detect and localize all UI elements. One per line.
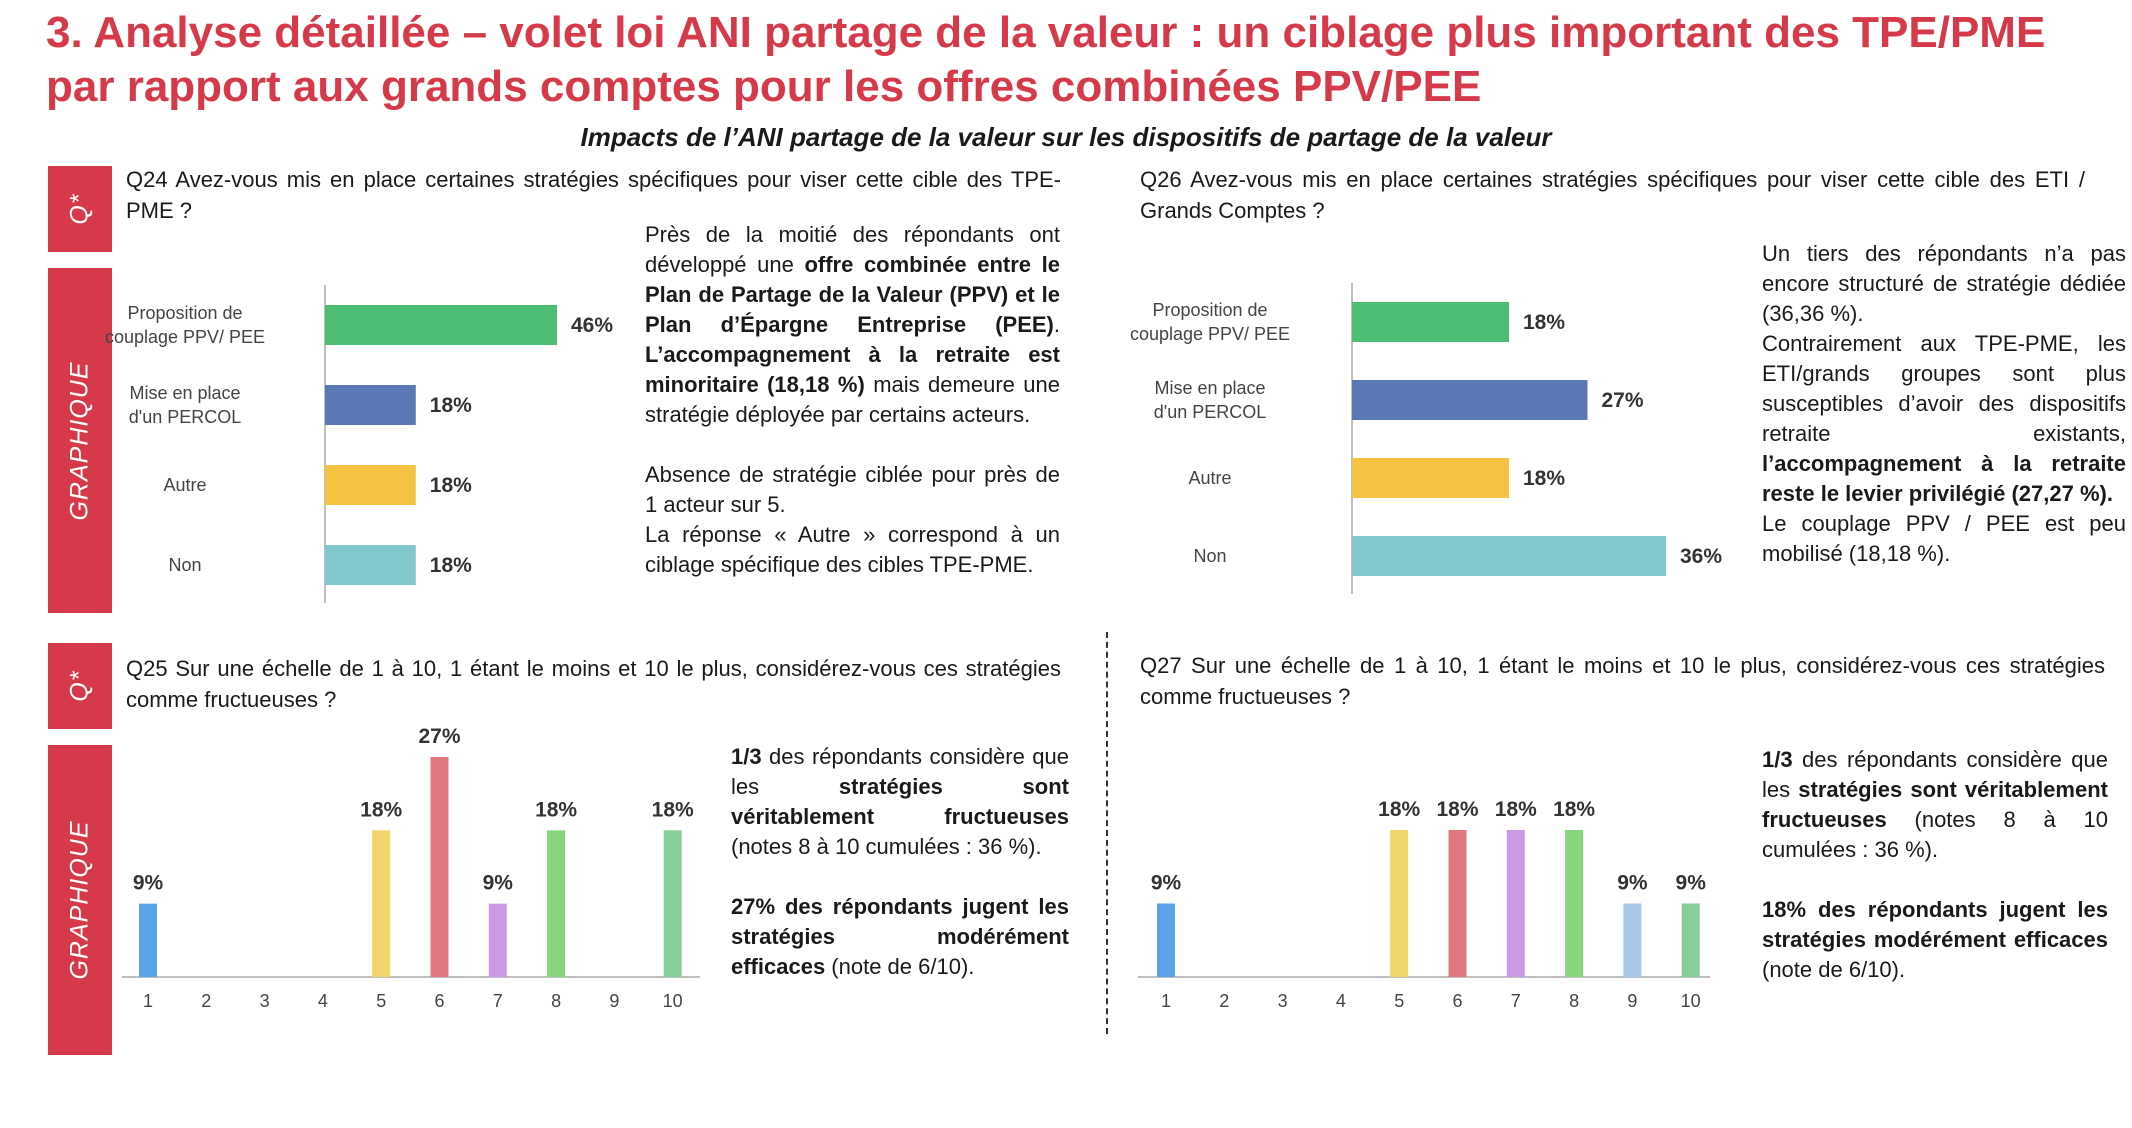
q24-data-label: 18% bbox=[429, 394, 472, 417]
q24-category-label: couplage PPV/ PEE bbox=[104, 327, 266, 347]
q24-question: Q24 Avez-vous mis en place certaines stratégies spécifiques pour viser cette cible des TPE-PME ? bbox=[126, 167, 1061, 223]
q25-bar bbox=[372, 830, 390, 977]
q25-text-e: 27% des répondants jugent les stratégies modérément efficaces bbox=[731, 894, 1069, 979]
q27-tick-label: 6 bbox=[1452, 991, 1463, 1011]
q25-tick-label: 5 bbox=[376, 991, 387, 1011]
q26-data-label: 18% bbox=[1523, 467, 1566, 490]
q24-category-label: Autre bbox=[163, 475, 207, 495]
q-label: Q* bbox=[65, 670, 94, 702]
q27-tick-label: 2 bbox=[1219, 991, 1230, 1011]
q25-data-label: 18% bbox=[535, 798, 578, 822]
q25-text-f: (note de 6/10). bbox=[825, 954, 975, 979]
q24-text-2: Absence de stratégie ciblée pour près de 1 acteur sur 5. bbox=[645, 462, 1060, 517]
q25-text-c: stratégies sont véritablement fructueuses bbox=[731, 774, 1069, 829]
q27-text-e: 18% des répondants jugent les stratégies modérément efficaces bbox=[1762, 897, 2108, 952]
q25-data-label: 9% bbox=[132, 871, 164, 895]
q26-text-2b: l’accompagnement à la retraite reste le levier privilégié (27,27 %). bbox=[1762, 451, 2126, 506]
q27-bar bbox=[1623, 904, 1641, 978]
q24-data-label: 46% bbox=[571, 314, 614, 337]
q27-tick-label: 9 bbox=[1627, 991, 1638, 1011]
q27-text-f: (note de 6/10). bbox=[1762, 957, 1906, 982]
q24-text-e: mais demeure une stratégie déployée par certains acteurs. bbox=[645, 372, 1060, 427]
q27-bar bbox=[1507, 830, 1525, 977]
q27-tick-label: 3 bbox=[1277, 991, 1288, 1011]
q25-tick-label: 9 bbox=[609, 991, 620, 1011]
q27-tick-label: 7 bbox=[1510, 991, 1521, 1011]
q25-question: Q25 Sur une échelle de 1 à 10, 1 étant le moins et 10 le plus, considérez-vous ces stratégies comme fructueuses ? bbox=[126, 656, 1061, 712]
q27-data-label: 9% bbox=[1617, 871, 1648, 895]
q26-category-label: Proposition de bbox=[1152, 300, 1268, 320]
q24-bar bbox=[325, 465, 416, 505]
q27-data-label: 9% bbox=[1675, 871, 1706, 895]
q27-data-label: 18% bbox=[1436, 798, 1479, 821]
q25-bar bbox=[431, 757, 449, 977]
q25-data-label: 18% bbox=[360, 798, 403, 822]
q24-category-label: Mise en place bbox=[129, 383, 241, 403]
q27-text-a: 1/3 bbox=[1762, 747, 1793, 772]
q24-text-d: L’accompagnement à la retraite est minoritaire (18,18 %) bbox=[645, 342, 1060, 397]
q26-category-label: couplage PPV/ PEE bbox=[1129, 324, 1291, 344]
q25-tick-label: 2 bbox=[201, 991, 212, 1011]
q24-bar bbox=[325, 305, 557, 345]
q24-text-b: offre combinée entre le Plan de Partage de la Valeur (PPV) et le Plan d’Épargne Entreprise (PEE) bbox=[645, 252, 1060, 337]
q26-bar bbox=[1352, 536, 1666, 576]
q27-data-label: 9% bbox=[1150, 871, 1182, 895]
q27-data-label: 18% bbox=[1378, 798, 1421, 821]
q27-bar bbox=[1682, 904, 1700, 978]
q24-category-label: d'un PERCOL bbox=[128, 407, 242, 427]
q25-text-a: 1/3 bbox=[731, 744, 762, 769]
q27-data-label: 18% bbox=[1494, 798, 1537, 821]
q25-tick-label: 10 bbox=[662, 991, 683, 1011]
q25-tick-label: 3 bbox=[259, 991, 270, 1011]
q24-text-3: La réponse « Autre » correspond à un ciblage spécifique des cibles TPE-PME. bbox=[645, 522, 1060, 577]
q27-tick-label: 8 bbox=[1569, 991, 1580, 1011]
q25-data-label: 9% bbox=[482, 871, 513, 895]
q27-bar bbox=[1390, 830, 1408, 977]
q25-data-label: 18% bbox=[651, 798, 694, 822]
q27-question: Q27 Sur une échelle de 1 à 10, 1 étant le moins et 10 le plus, considérez-vous ces stratégies comme fructueuses ? bbox=[1140, 653, 2105, 709]
q26-data-label: 27% bbox=[1601, 389, 1644, 412]
q25-bar bbox=[547, 830, 565, 977]
graphique-label: GRAPHIQUE bbox=[65, 360, 94, 521]
q27-text-d: (notes 8 à 10 cumulées : 36 %). bbox=[1762, 807, 2108, 862]
q25-bar bbox=[139, 904, 157, 977]
q26-bar bbox=[1352, 380, 1588, 420]
q-label: Q* bbox=[65, 193, 94, 225]
q27-bar bbox=[1565, 830, 1583, 977]
q27-bar bbox=[1157, 904, 1175, 978]
q26-data-label: 18% bbox=[1523, 311, 1566, 334]
q25-tick-label: 8 bbox=[551, 991, 562, 1011]
q27-tick-label: 5 bbox=[1394, 991, 1405, 1011]
q24-category-label: Proposition de bbox=[127, 303, 243, 323]
section-subtitle: Impacts de l’ANI partage de la valeur sur les dispositifs de partage de la valeur bbox=[580, 122, 1552, 152]
q27-text-b: des répondants considère que les bbox=[1762, 747, 2108, 802]
q24-category-label: Non bbox=[168, 555, 202, 575]
q25-tick-label: 1 bbox=[142, 991, 154, 1011]
q27-data-label: 18% bbox=[1553, 798, 1596, 821]
q26-text-2a: Contrairement aux TPE-PME, les ETI/grands groupes sont plus susceptibles d’avoir des dispositifs retraite existants, bbox=[1762, 331, 2126, 446]
q24-data-label: 18% bbox=[429, 474, 472, 497]
q26-category-label: Mise en place bbox=[1154, 378, 1266, 398]
q25-tick-label: 6 bbox=[434, 991, 445, 1011]
q24-bar bbox=[325, 545, 416, 585]
q27-tick-label: 4 bbox=[1335, 991, 1346, 1011]
q25-tick-label: 7 bbox=[492, 991, 503, 1011]
q27-text-c: stratégies sont véritablement fructueuses bbox=[1762, 777, 2108, 832]
q26-bar bbox=[1352, 302, 1509, 342]
q24-bar bbox=[325, 385, 416, 425]
q26-category-label: Non bbox=[1193, 546, 1227, 566]
q27-tick-label: 1 bbox=[1160, 991, 1172, 1011]
q25-tick-label: 4 bbox=[317, 991, 328, 1011]
graphique-label: GRAPHIQUE bbox=[65, 820, 94, 980]
q24-text-c: . bbox=[1053, 312, 1060, 337]
q25-bar bbox=[664, 830, 682, 977]
q25-text-d: (notes 8 à 10 cumulées : 36 %). bbox=[731, 834, 1042, 859]
q26-question: Q26 Avez-vous mis en place certaines stratégies spécifiques pour viser cette cible des ETI / Grands Comptes ? bbox=[1140, 167, 2085, 223]
q26-category-label: Autre bbox=[1188, 468, 1232, 488]
q26-bar bbox=[1352, 458, 1509, 498]
q25-bar bbox=[489, 904, 507, 977]
q26-text-1: Un tiers des répondants n’a pas encore structuré de stratégie dédiée (36,36 %). bbox=[1762, 241, 2126, 326]
q27-bar bbox=[1449, 830, 1467, 977]
q27-tick-label: 10 bbox=[1680, 991, 1701, 1011]
q25-data-label: 27% bbox=[418, 725, 461, 748]
q26-text-3: Le couplage PPV / PEE est peu mobilisé (18,18 %). bbox=[1762, 511, 2126, 566]
q24-text-a: Près de la moitié des répondants ont développé une bbox=[645, 222, 1060, 277]
q24-data-label: 18% bbox=[429, 554, 472, 577]
q26-category-label: d'un PERCOL bbox=[1153, 402, 1267, 422]
q25-text-b: des répondants considère que les bbox=[731, 744, 1069, 799]
q26-data-label: 36% bbox=[1680, 545, 1723, 568]
page-title: 3. Analyse détaillée – volet loi ANI partage de la valeur : un ciblage plus important des TPE/PME par rapport aux grands comptes pour les offres combinées PPV/PEE bbox=[46, 8, 2046, 111]
